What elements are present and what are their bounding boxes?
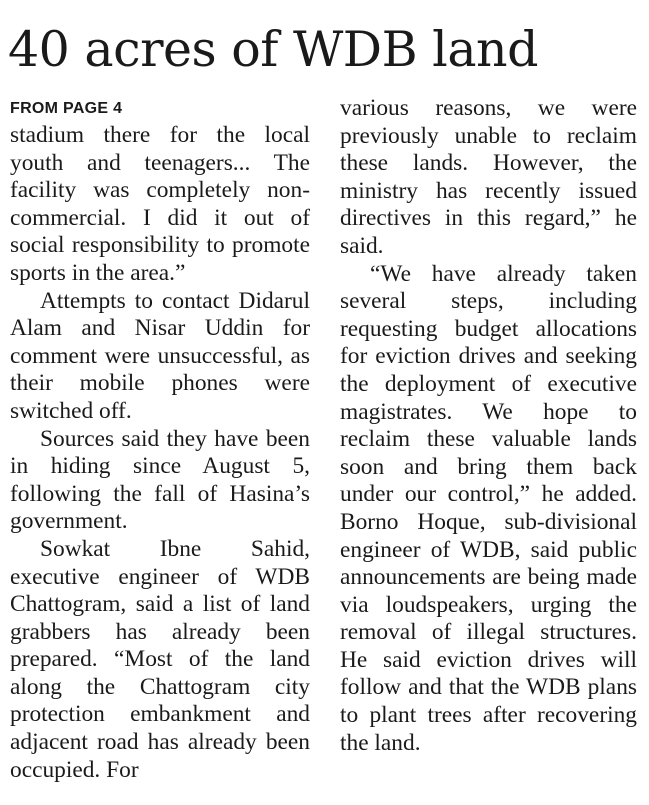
- paragraph: stadium there for the local youth and teenagers... The facility was completely non-commercial. I did it out of social responsibility to promote sports in the area.”: [10, 122, 310, 286]
- headline: 40 acres of WDB land: [8, 21, 538, 78]
- paragraph: Attempts to contact Didarul Alam and Nisar Uddin for comment were unsuccessful, as their mobile phones were switched off.: [10, 287, 310, 424]
- paragraph: various reasons, we were previously unable to reclaim these lands. However, the ministry has recently issued directives in this regard,” he said.: [340, 95, 637, 259]
- paragraph: Sources said they have been in hiding since August 5, following the fall of Hasina’s government.: [10, 425, 310, 535]
- paragraph: “We have already taken several steps, including requesting budget allocations for eviction drives and seeking the deployment of executive magistrates. We hope to reclaim these valuable lands soon and bring them back under our control,” he added. Borno Hoque, sub-divisional engineer of WDB, said public announcements are being made via loudspeakers, urging the removal of illegal structures. He said eviction drives will follow and that the WDB plans to plant trees after recovering the land.: [340, 260, 637, 756]
- article-column-right: [340, 95, 637, 757]
- paragraph: Sowkat Ibne Sahid, executive engineer of WDB Chattogram, said a list of land grabbers has already been prepared. “Most of the land along the Chattogram city protection embankment and adjacent road has already been occupied. For: [10, 535, 310, 783]
- jump-label: FROM PAGE 4: [10, 100, 123, 117]
- article-column-left: [10, 96, 310, 784]
